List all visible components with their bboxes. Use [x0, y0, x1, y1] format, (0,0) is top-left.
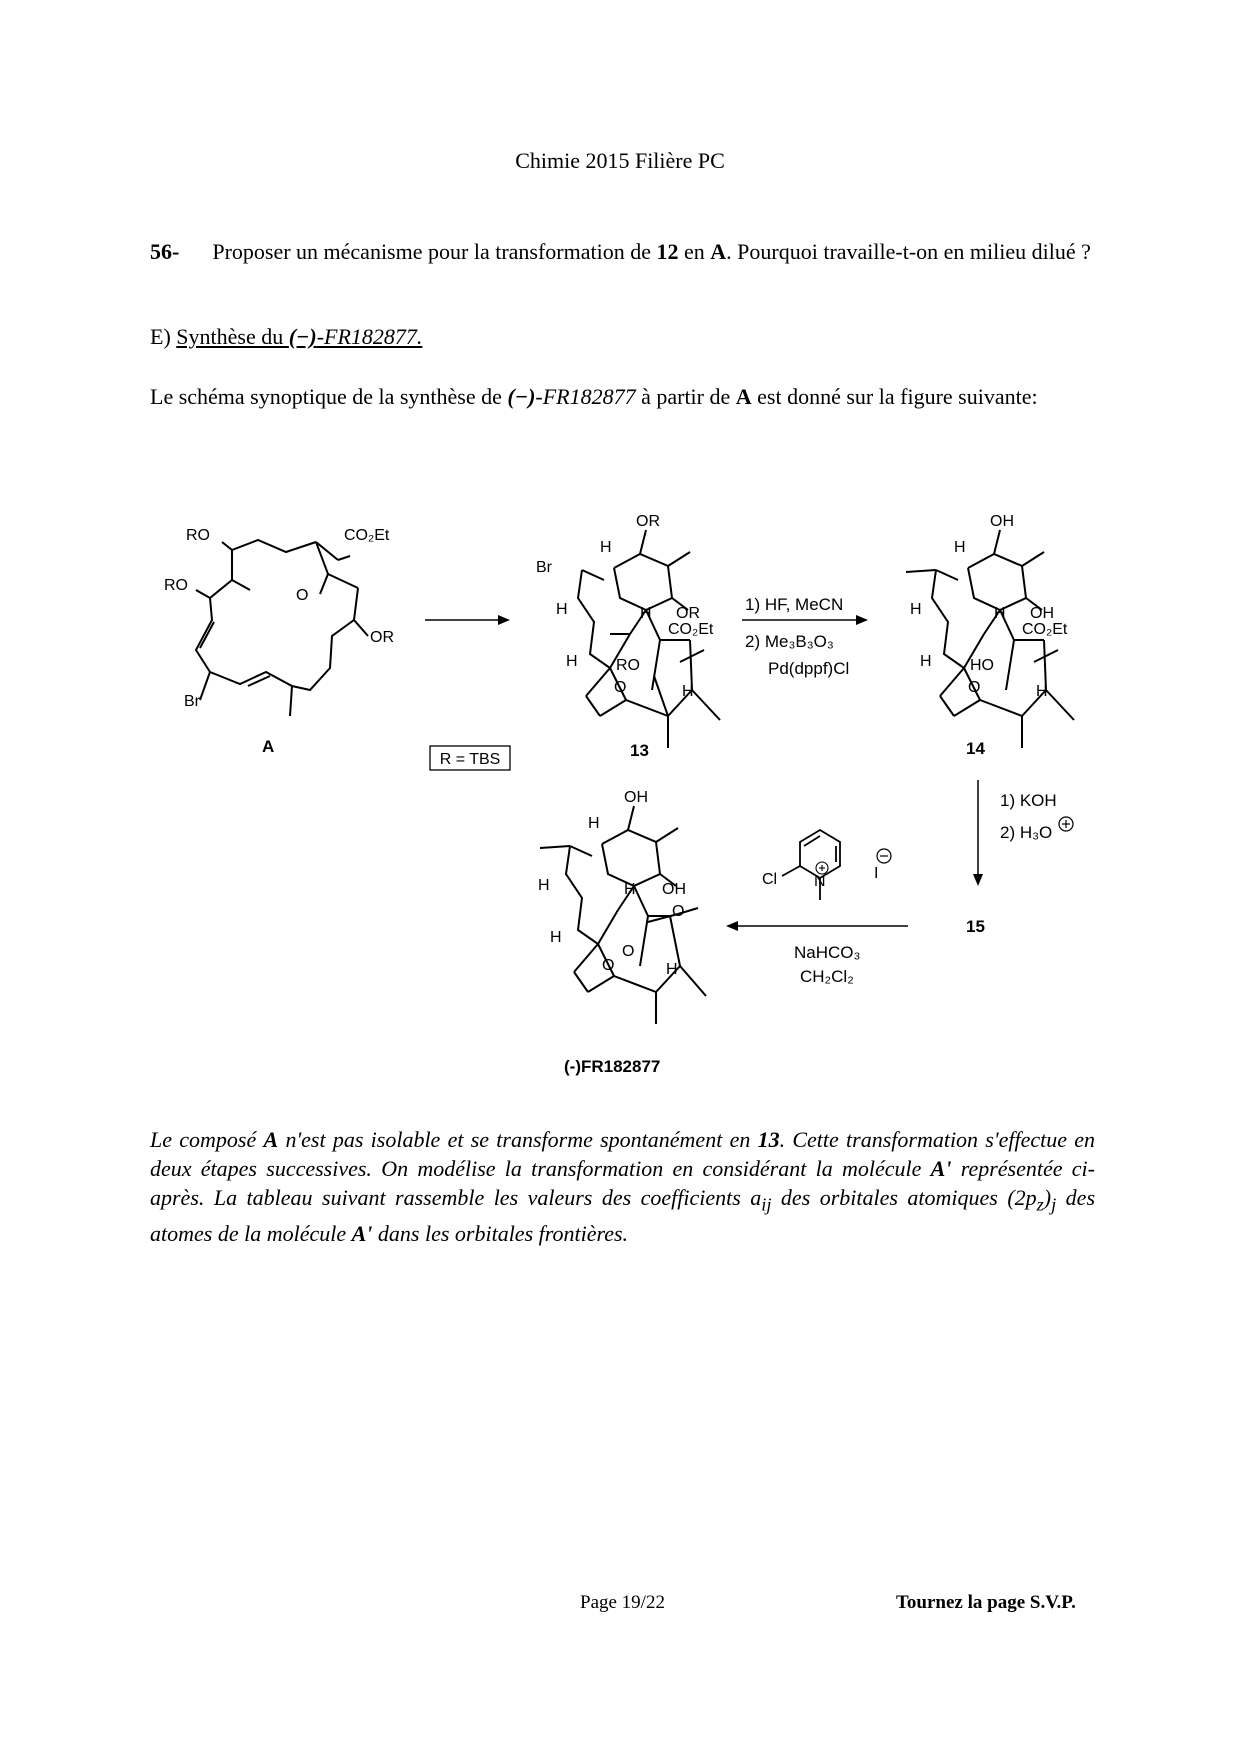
label-ho: HO	[970, 657, 994, 674]
label-h: H	[566, 653, 578, 670]
label-h: H	[682, 683, 694, 700]
label-co2et: CO₂Et	[1022, 621, 1068, 638]
plus-charge-icon	[1059, 817, 1073, 831]
question-number: 56-	[150, 239, 180, 264]
paragraph-text: )	[1043, 1185, 1052, 1210]
label-co2et: CO₂Et	[344, 527, 390, 544]
subscript: j	[1051, 1194, 1057, 1215]
reaction-arrow-3	[973, 780, 983, 886]
label-cl: Cl	[762, 871, 778, 888]
question-text: en	[678, 239, 711, 264]
question-text: Proposer un mécanisme pour la transformation de	[212, 239, 657, 264]
label-or: OR	[636, 513, 660, 530]
label-or: OR	[676, 605, 700, 622]
compound-13-labels	[536, 513, 714, 700]
label-h: H	[600, 539, 612, 556]
label-br: Br	[184, 693, 200, 710]
compound-a-structure	[196, 540, 368, 716]
minus-charge-icon	[877, 849, 891, 863]
label-h: H	[640, 605, 652, 622]
compound-label-13: 13	[630, 741, 649, 760]
paragraph-text: n'est pas isolable et se transforme spontanément en	[278, 1127, 758, 1152]
label-ro: RO	[616, 657, 640, 674]
paragraph-text: des atomes de la molécule	[150, 1185, 1096, 1247]
question-text: . Pourquoi travaille-t-on en milieu dilué ?	[726, 239, 1091, 264]
paragraph-text: . Cette transformation s'effectue en deux étapes successives. On modélise la transformation en considérant la molécule	[150, 1127, 1095, 1181]
paragraph-text: des orbitales atomiques (2p	[771, 1185, 1037, 1210]
compound-ref: 13	[757, 1127, 780, 1152]
synthesis-scheme	[0, 490, 1240, 1090]
compound-a-labels	[164, 527, 394, 710]
compound-ref: A	[735, 384, 752, 409]
compound-label-14: 14	[966, 739, 985, 758]
label-o: O	[296, 587, 309, 604]
label-h: H	[1036, 683, 1048, 700]
compound-name: -FR182877	[535, 384, 636, 409]
compound-sign: (−)	[507, 384, 536, 409]
final-compound-labels	[538, 789, 686, 978]
label-h: H	[910, 601, 922, 618]
condition-step1-b: 2) Me₃B₃O₃	[745, 632, 834, 651]
question-56	[150, 237, 1095, 266]
section-title	[176, 324, 422, 349]
condition-step1-c: Pd(dppf)Cl	[768, 659, 850, 678]
condition-step2-a: 1) KOH	[1000, 791, 1057, 810]
intro-text: à partir de	[635, 384, 736, 409]
compound-14-structure	[906, 530, 1074, 748]
compound-ref: A	[710, 239, 727, 264]
label-n: N	[814, 873, 826, 890]
label-o: O	[968, 679, 981, 696]
intro-text: est donné sur la figure suivante:	[751, 384, 1038, 409]
paragraph-text: Le composé	[150, 1127, 264, 1152]
label-o: O	[622, 943, 635, 960]
intro-paragraph	[150, 382, 1095, 411]
compound-label-a: A	[262, 737, 275, 756]
paragraph-text: représentée ci-après. La tableau suivant rassemble les valeurs des coefficients a	[150, 1156, 1095, 1210]
section-prefix: E)	[150, 324, 177, 349]
label-h: H	[624, 881, 636, 898]
label-o: O	[672, 903, 685, 920]
label-br: Br	[536, 559, 552, 576]
label-h: H	[954, 539, 966, 556]
compound-13-structure	[578, 530, 720, 748]
reaction-arrow-4	[726, 921, 908, 931]
label-or: OR	[370, 629, 394, 646]
label-oh: OH	[1030, 605, 1054, 622]
compound-ref: A'	[930, 1156, 952, 1181]
condition-step1-a: 1) HF, MeCN	[745, 595, 844, 614]
condition-step3-b: CH₂Cl₂	[800, 967, 854, 986]
compound-label-15: 15	[966, 917, 985, 936]
label-h: H	[550, 929, 562, 946]
label-o: O	[602, 957, 615, 974]
reaction-arrow-2	[742, 615, 868, 625]
subscript: ij	[761, 1194, 772, 1215]
label-co2et: CO₂Et	[668, 621, 714, 638]
page-header: Chimie 2015 Filière PC	[515, 148, 725, 173]
label-ro: RO	[186, 527, 210, 544]
label-oh: OH	[624, 789, 648, 806]
description-paragraph	[150, 1125, 1095, 1248]
condition-step3-a: NaHCO₃	[794, 943, 861, 962]
compound-label-final: (-)FR182877	[564, 1057, 661, 1076]
label-h: H	[920, 653, 932, 670]
pyridinium-reagent-structure	[782, 830, 840, 900]
r-definition: R = TBS	[439, 751, 501, 768]
turn-page-note: Tournez la page S.V.P.	[896, 1592, 1076, 1613]
compound-14-labels	[910, 513, 1068, 700]
label-h: H	[666, 961, 678, 978]
label-h: H	[538, 877, 550, 894]
label-o: O	[614, 679, 627, 696]
reaction-arrow-1	[425, 615, 510, 625]
condition-step2-b: 2) H₃O	[1000, 823, 1053, 842]
paragraph-text: dans les orbitales frontières.	[372, 1221, 629, 1247]
label-oh: OH	[662, 881, 686, 898]
pyridinium-reagent-labels	[762, 865, 878, 890]
page-number: Page 19/22	[580, 1592, 665, 1613]
label-h: H	[556, 601, 568, 618]
label-ro: RO	[164, 577, 188, 594]
section-label: Synthèse du	[176, 324, 289, 349]
label-h: H	[588, 815, 600, 832]
label-h: H	[994, 605, 1006, 622]
label-i: I	[874, 865, 879, 882]
subscript: z	[1036, 1194, 1044, 1215]
compound-ref: A	[263, 1127, 279, 1152]
compound-sign: (−)	[288, 324, 317, 349]
compound-ref: A'	[351, 1221, 373, 1247]
compound-ref: 12	[656, 239, 679, 264]
compound-name: -FR182877.	[316, 324, 423, 349]
section-heading	[150, 324, 422, 350]
intro-text: Le schéma synoptique de la synthèse de	[150, 384, 508, 409]
label-oh: OH	[990, 513, 1014, 530]
